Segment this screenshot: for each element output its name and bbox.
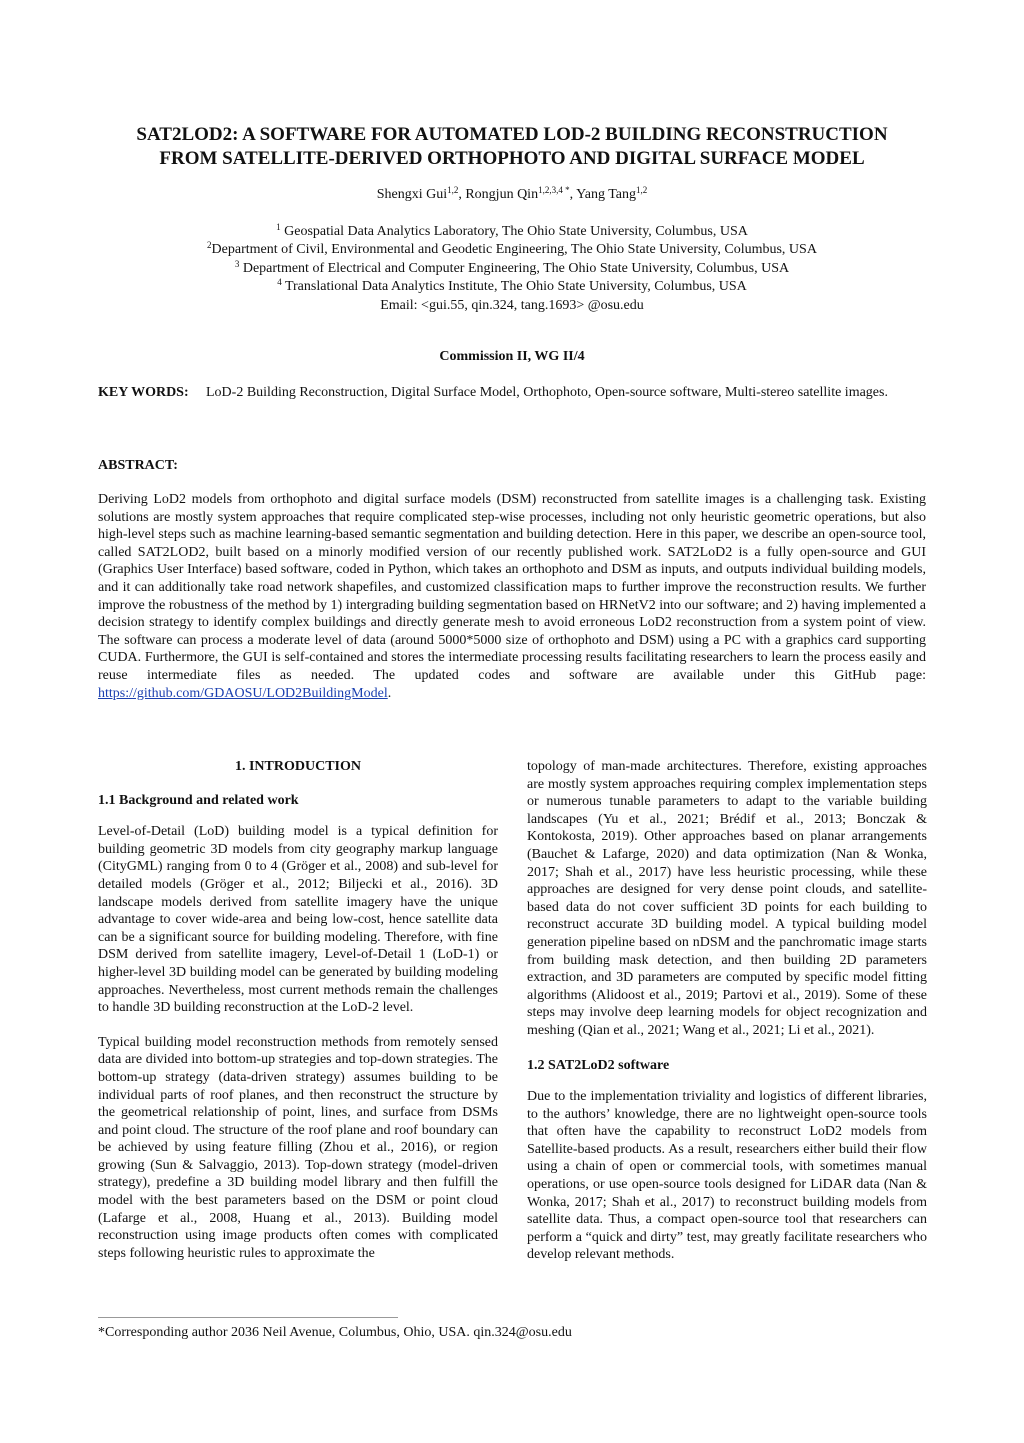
affiliation-text: Geospatial Data Analytics Laboratory, The Ohio State University, Columbus, USA [280, 224, 748, 239]
affiliation [90, 278, 934, 296]
author-sep: , [458, 187, 466, 202]
affiliation-text: Department of Electrical and Computer Engineering, The Ohio State University, Columbus, USA [239, 260, 790, 276]
github-link[interactable]: https://github.com/GDAOSU/LOD2BuildingModel [98, 685, 388, 701]
title-line-2: FROM SATELLITE-DERIVED ORTHOPHOTO AND DIGITAL SURFACE MODEL [159, 148, 865, 169]
left-column [98, 758, 498, 1279]
footnote-divider [98, 1317, 398, 1318]
affiliation [90, 260, 934, 278]
body-paragraph: Due to the implementation triviality and logistics of different libraries, to the authors’ knowledge, there are no lightweight open-source tools that often have the capability to reconstruct LoD2 models from Satellite-based products. As a result, researchers either build their flow using a chain of open or commercial tools, with sometimes manual operations, or use open-source tools designed for LiDAR data (Nan & Wonka, 2017; Shah et al., 2017) to reconstruct building models from satellite data. Thus, a compact open-source tool that researchers can perform a “quick and dirty” test, may greatly facilitate researchers who develop relevant methods. [527, 1089, 927, 1263]
affiliation-number: 4 [277, 277, 282, 288]
author-list [90, 186, 934, 204]
body-paragraph: Typical building model reconstruction methods from remotely sensed data are divided into bottom-up strategies and top-down strategies. The bottom-up strategy (data-driven strategy) assumes building to be individual parts of roof planes, and then reconstruct the structure by the geometrical relationship of point, lines, and surface from DSMs and point cloud. The structure of the roof plane and roof boundary can be achieved by using feature filling (Zhou et al., 2016), or region growing (Sun & Salvaggio, 2013). Top-down strategy (model-driven strategy), predefine a 3D building model library and then fulfill the model with the best parameters based on the DSM or point cloud (Lafarge et al., 2008, Huang et al., 2013). Building model reconstruction using image products often comes with complicated steps following heuristic rules to approximate the [98, 1034, 498, 1261]
author-name: Shengxi Gui [376, 187, 448, 202]
body-paragraph: Level-of-Detail (LoD) building model is a typical definition for building geometric 3D models from city geography markup language (CityGML) ranging from 0 to 4 (Gröger et al., 2008) and sub-level for detailed models (Gröger et al., 2012; Biljecki et al., 2016). 3D landscape models derived from satellite imagery have the unique advantage to cover wide-area and being low-cost, hence satellite data can be a significant source for building modeling. Therefore, with fine DSM derived from satellite imagery, Level-of-Detail 1 (LoD-1) or higher-level 3D building model can be generated by building modeling approaches. Nevertheless, most current methods remain the challenges to handle 3D building reconstruction at the LoD-2 level. [98, 824, 498, 1016]
affiliation [90, 241, 934, 259]
affiliation-list [90, 223, 934, 315]
title-line-1: SAT2LOD2: A SOFTWARE FOR AUTOMATED LOD-2 BUILDING RECONSTRUCTION [136, 124, 888, 145]
affiliation-text: Translational Data Analytics Institute, The Ohio State University, Columbus, USA [281, 279, 747, 295]
abstract-heading: ABSTRACT: [98, 458, 178, 473]
keywords-block [98, 384, 926, 402]
affiliation-text: Department of Civil, Environmental and Geodetic Engineering, The Ohio State University, Columbus, USA [211, 242, 817, 258]
author-sep: , [569, 187, 577, 202]
author-name: Yang Tang [576, 187, 637, 202]
section-title-introduction: 1. INTRODUCTION [234, 759, 361, 774]
author-email: Email: <gui.55, qin.324, tang.1693> @osu.edu [380, 297, 644, 313]
right-column [527, 758, 927, 1281]
author-affil-sup: 1,2 [447, 185, 459, 195]
abstract-body [98, 491, 926, 702]
keywords-text: LoD-2 Building Reconstruction, Digital Surface Model, Orthophoto, Open-source software, Multi-stereo satellite images. [206, 385, 888, 400]
corresponding-author-footnote: *Corresponding author 2036 Neil Avenue, Columbus, Ohio, USA. qin.324@osu.edu [98, 1325, 572, 1340]
abstract-end: . [387, 685, 392, 701]
author-affil-sup: 1,2,3,4 * [538, 185, 570, 195]
affiliation-number: 3 [234, 258, 240, 269]
author-affil-sup: 1,2 [636, 185, 648, 195]
subsection-title-background: 1.1 Background and related work [98, 792, 299, 808]
body-paragraph: topology of man-made architectures. Therefore, existing approaches are mostly system approaches requiring complex implementation steps or numerous tunable parameters to adapt to the variable building landscapes (Yu et al., 2021; Brédif et al., 2013; Bonczak & Kontokosta, 2019). Other approaches based on planar arrangements (Bauchet & Lafarge, 2020) and data optimization (Nan & Wonka, 2017; Shah et al., 2017) have less heuristic processing, while these approaches are designed for very dense point clouds, and satellite-based data do not cover sufficient 3D points for each building to reconstruct accurate 3D building model. A typical building model generation pipeline based on nDSM and the panchromatic image starts from building mask detection, and then building 2D parameters extraction, and 3D parameters are computed by specific model fitting algorithms (Alidoost et al., 2019; Partovi et al., 2019). Some of these steps may involve deep learning models for object recognization and meshing (Qian et al., 2021; Wang et al., 2021; Li et al., 2021). [527, 759, 927, 1038]
subsection-title-software: 1.2 SAT2LoD2 software [527, 1057, 670, 1073]
abstract-text: Deriving LoD2 models from orthophoto and digital surface models (DSM) reconstructed from satellite images is a challenging task. Existing solutions are mostly system approaches that require complicated step-wise processes, including not only heuristic geometric operations, but also high-level steps such as machine learning-based semantic segmentation and building detection. Here in this paper, we describe an open-source tool, called SAT2LOD2, built based on a minorly modified version of our recently published work. SAT2LoD2 is a fully open-source and GUI (Graphics User Interface) based software, coded in Python, which takes an orthophoto and DSM as inputs, and outputs individual building models, and it can additionally take road network shapefiles, and customized classification maps to further improve the reconstruction results. We further improve the robustness of the method by 1) intergrading building segmentation based on HRNetV2 into our software; and 2) having implemented a decision strategy to identify complex buildings and directly generate mesh to avoid erroneous LoD2 reconstruction from a system point of view. The software can process a moderate level of data (around 5000*5000 size of orthophoto and DSM) using a PC with a graphics card supporting CUDA. Furthermore, the GUI is self-contained and stores the intermediate processing results facilitating researchers to learn the process easily and reuse intermediate files as needed. The updated codes and software are available under this GitHub page: [98, 492, 926, 683]
author-name: Rongjun Qin [465, 187, 539, 202]
affiliation-number: 1 [276, 222, 281, 232]
paper-title [90, 123, 934, 171]
affiliation [90, 223, 934, 241]
keywords-label: KEY WORDS: [98, 385, 189, 400]
commission-label: Commission II, WG II/4 [439, 349, 585, 364]
affiliation-number: 2 [207, 240, 212, 251]
